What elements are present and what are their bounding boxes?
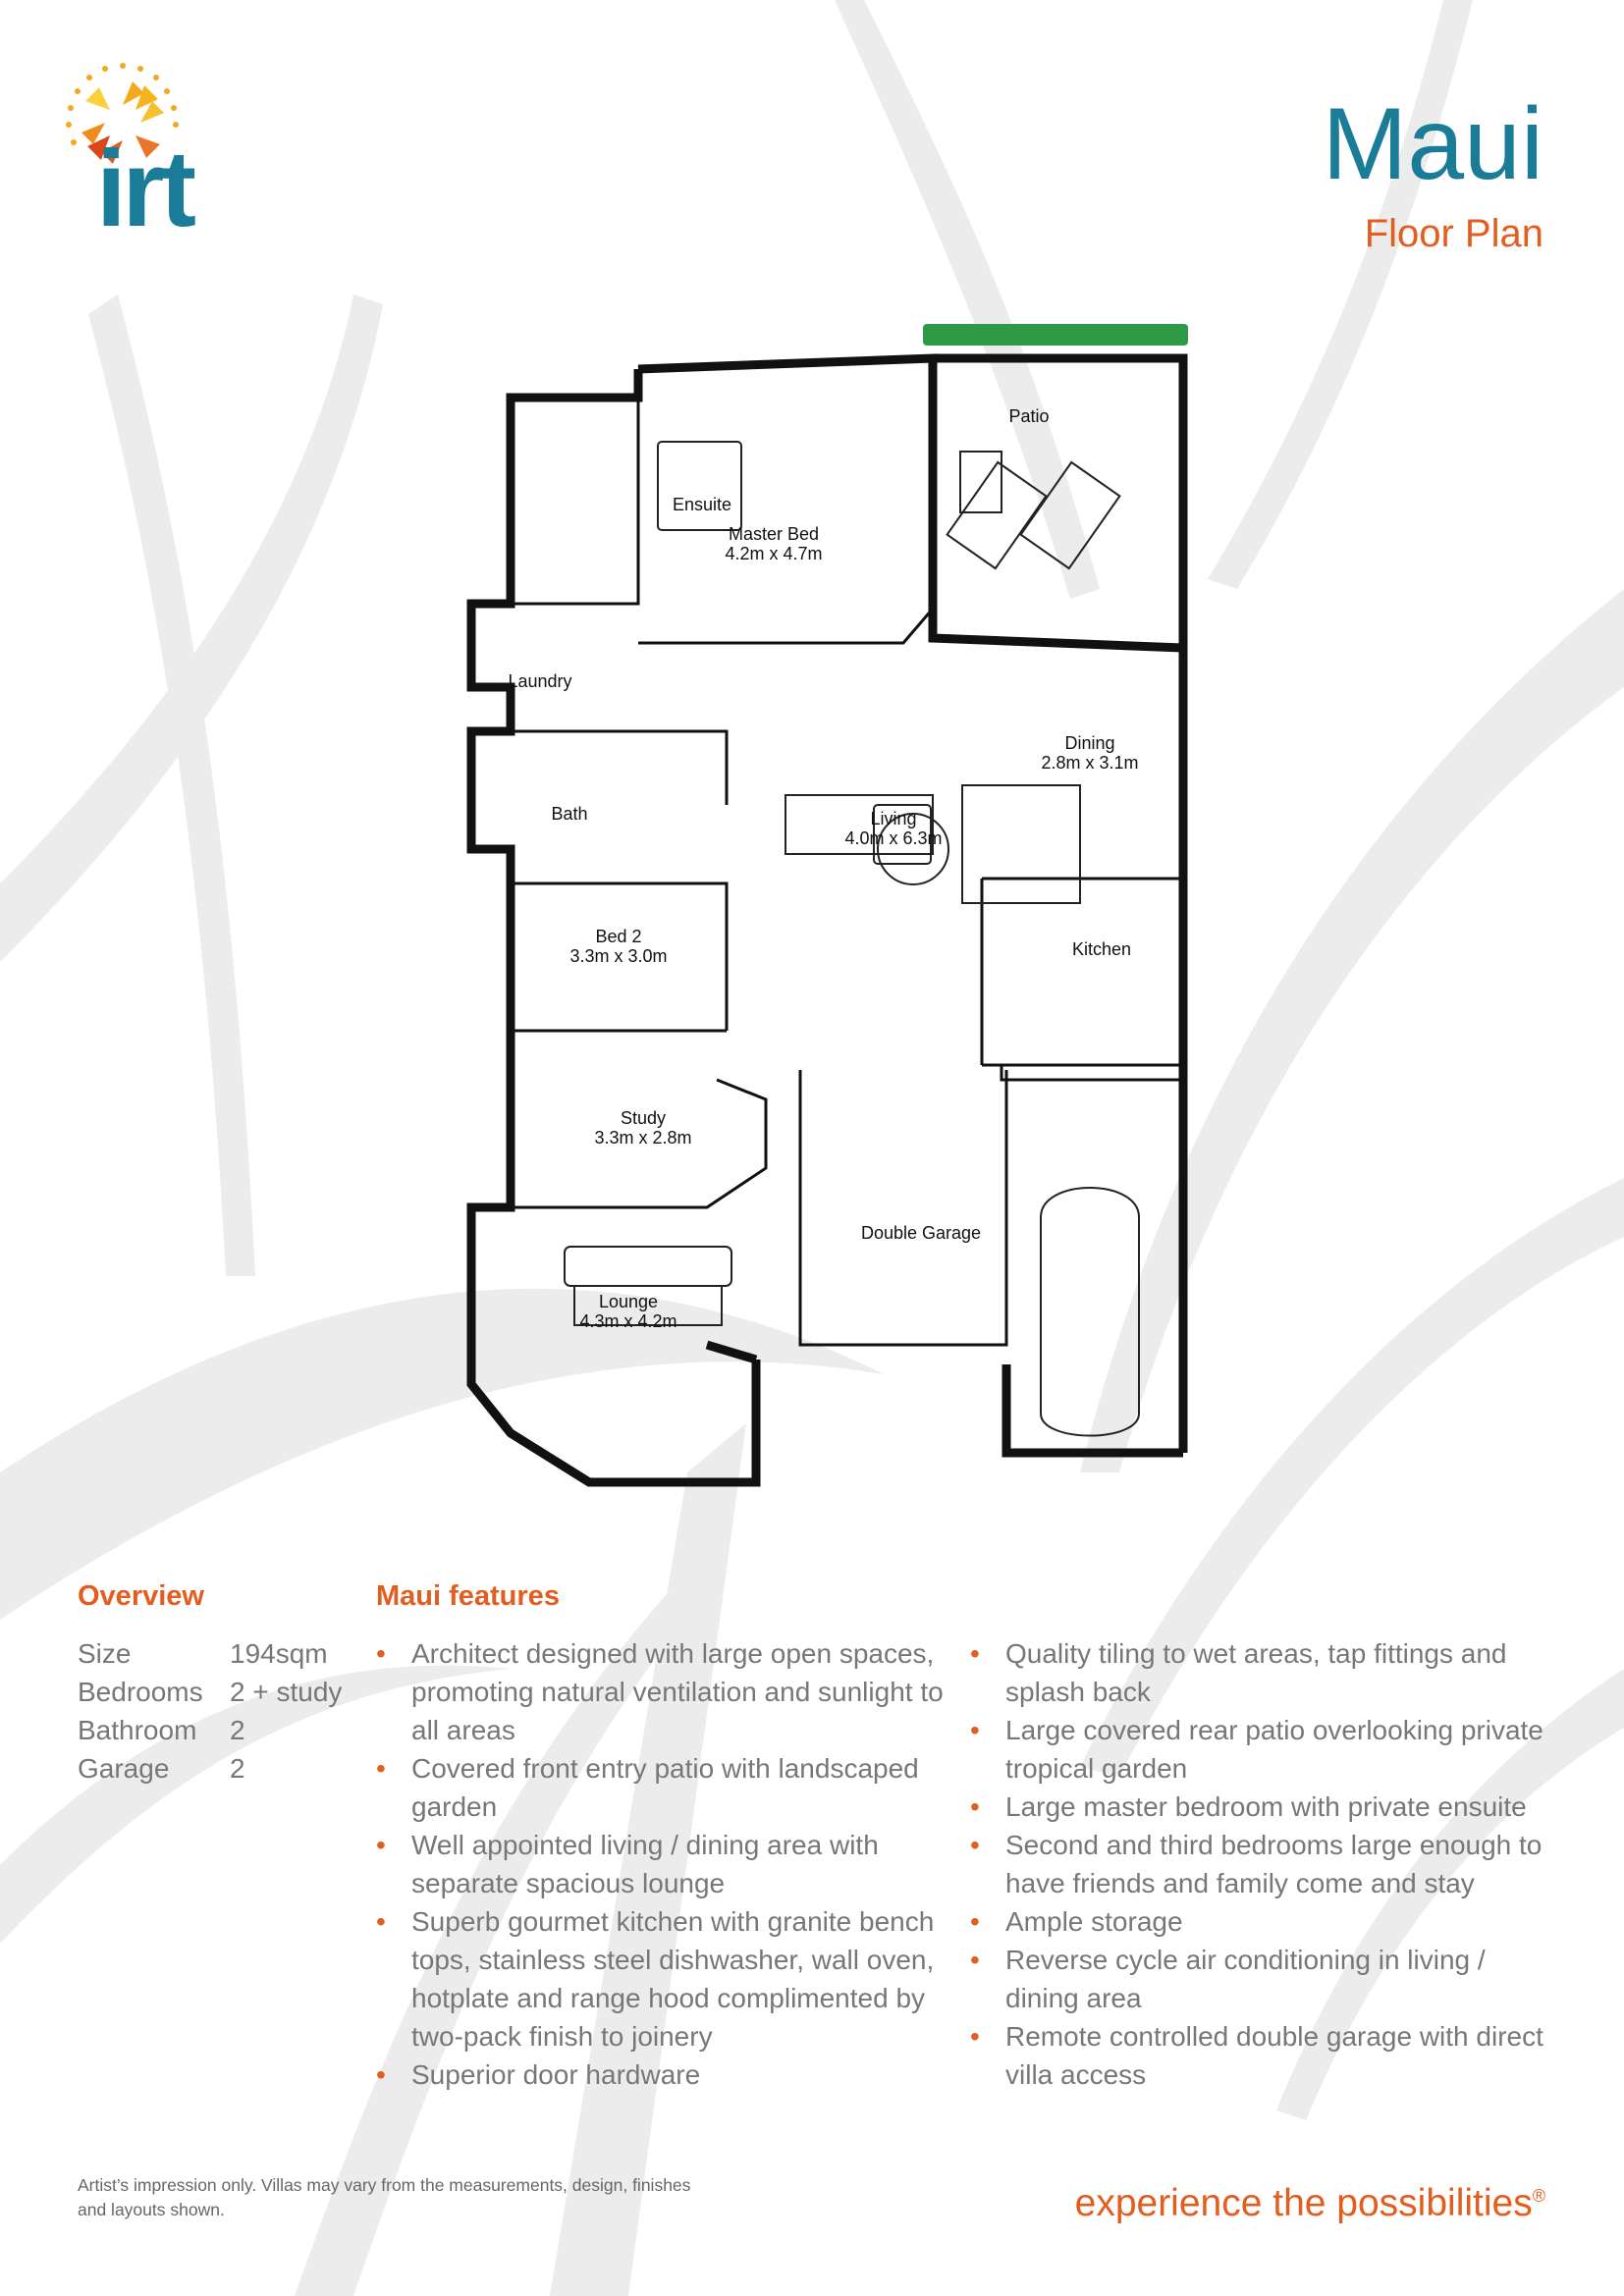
tagline-text: experience the possibilities [1074, 2182, 1533, 2224]
feature-item: • Well appointed living / dining area with separate spacious lounge [376, 1826, 955, 1902]
tagline [1075, 2182, 1545, 2225]
garden-hedge-icon [923, 324, 1188, 346]
overview-label: Size [78, 1637, 132, 1669]
room-size-bed2: 3.3m x 3.0m [569, 946, 668, 966]
room-label-bath: Bath [551, 804, 588, 824]
features-list-left [376, 1634, 955, 2094]
registered-mark: ® [1532, 2186, 1545, 2206]
room-label-dining: Dining [1064, 733, 1115, 753]
floor-plan [452, 314, 1208, 1512]
feature-item: • Ample storage [970, 1902, 1559, 1941]
overview-label: Bathroom [78, 1714, 197, 1745]
room-size-lounge: 4.3m x 4.2m [579, 1311, 677, 1331]
feature-item: • Superior door hardware [376, 2056, 955, 2094]
features-list-right [970, 1634, 1559, 2094]
feature-item: • Superb gourmet kitchen with granite bench tops, stainless steel dishwasher, wall oven, hotplate and range hood complimented by two-pack finish to joinery [376, 1902, 955, 2056]
room-label-ensuite: Ensuite [672, 495, 732, 514]
room-label-living: Living [870, 809, 917, 828]
overview-value: 194sqm [230, 1637, 328, 1669]
room-label-kitchen: Kitchen [1071, 939, 1132, 959]
feature-item: • Remote controlled double garage with direct villa access [970, 2017, 1559, 2094]
room-size-dining: 2.8m x 3.1m [1041, 753, 1139, 773]
feature-item: • Quality tiling to wet areas, tap fittings and splash back [970, 1634, 1559, 1711]
room-label-patio: Patio [1008, 406, 1050, 426]
room-size-master-bed: 4.2m x 4.7m [725, 544, 823, 563]
feature-item: • Large master bedroom with private ensuite [970, 1788, 1559, 1826]
overview-row [78, 1673, 342, 1711]
overview-value: 2 + study [230, 1676, 343, 1707]
overview-label: Garage [78, 1752, 170, 1784]
overview-row [78, 1711, 342, 1749]
room-label-study: Study [620, 1108, 667, 1128]
room-label-garage: Double Garage [860, 1223, 982, 1243]
disclaimer-text: Artist’s impression only. Villas may vary from the measurements, design, finishes and layouts shown. [78, 2175, 691, 2219]
room-label-bed2: Bed 2 [595, 927, 642, 946]
feature-item: • Architect designed with large open spaces, promoting natural ventilation and sunlight to all areas [376, 1634, 955, 1749]
page-subtitle: Floor Plan [1364, 212, 1543, 255]
room-size-study: 3.3m x 2.8m [594, 1128, 692, 1148]
overview-table [78, 1634, 342, 1788]
feature-item: • Covered front entry patio with landscaped garden [376, 1749, 955, 1826]
irt-logo-text: irt [96, 129, 192, 249]
overview-row [78, 1749, 342, 1788]
room-label-laundry: Laundry [508, 671, 572, 691]
features-heading: Maui features [376, 1580, 560, 1612]
overview-heading: Overview [78, 1580, 204, 1612]
feature-item: • Large covered rear patio overlooking private tropical garden [970, 1711, 1559, 1788]
overview-label: Bedrooms [78, 1676, 203, 1707]
room-size-living: 4.0m x 6.3m [844, 828, 943, 848]
page-title: Maui [1322, 87, 1543, 201]
overview-value: 2 [230, 1714, 245, 1745]
overview-value: 2 [230, 1752, 245, 1784]
feature-item: • Reverse cycle air conditioning in living / dining area [970, 1941, 1559, 2017]
room-label-lounge: Lounge [598, 1292, 659, 1311]
feature-item: • Second and third bedrooms large enough to have friends and family come and stay [970, 1826, 1559, 1902]
overview-row [78, 1634, 342, 1673]
room-label-master-bed: Master Bed [728, 524, 820, 544]
